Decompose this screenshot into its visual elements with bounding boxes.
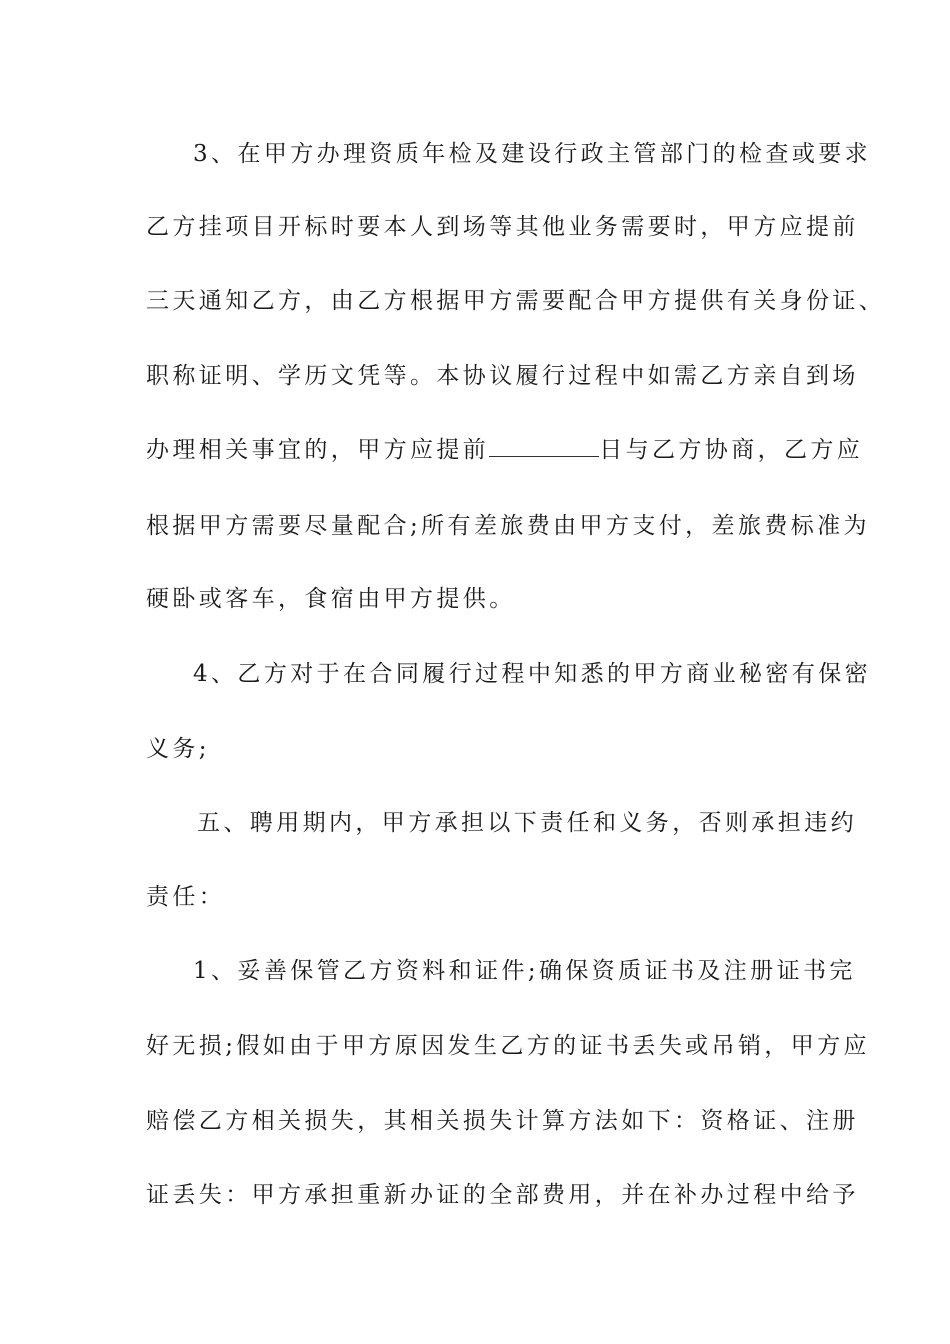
paragraph-4-line-2: 义务;	[146, 736, 210, 762]
section-5-heading-line-1: 五、聘用期内，甲方承担以下责任和义务，否则承担违约	[197, 810, 857, 836]
paragraph-3-line-2: 乙方挂项目开标时要本人到场等其他业务需要时，甲方应提前	[146, 214, 859, 240]
paragraph-3-line-3: 三天通知乙方，由乙方根据甲方需要配合甲方提供有关身份证、	[146, 288, 886, 314]
paragraph-3-line-4: 职称证明、学历文凭等。本协议履行过程中如需乙方亲自到场	[146, 363, 859, 389]
fill-in-blank-days	[489, 436, 599, 457]
paragraph-3-line-6: 根据甲方需要尽量配合;所有差旅费由甲方支付，差旅费标准为	[146, 513, 870, 539]
line-5-text-before-blank: 办理相关事宜的，甲方应提前	[146, 437, 490, 463]
paragraph-4-line-1: 4、乙方对于在合同履行过程中知悉的甲方商业秘密有保密	[193, 661, 872, 687]
line-5-text-after-blank: 日与乙方协商，乙方应	[599, 437, 864, 463]
section-5-item-1-line-3: 赔偿乙方相关损失，其相关损失计算方法如下：资格证、注册	[146, 1108, 859, 1134]
section-5-item-1-line-4: 证丢失：甲方承担重新办证的全部费用，并在补办过程中给予	[146, 1182, 859, 1208]
section-5-heading-line-2: 责任：	[146, 884, 226, 910]
section-5-item-1-line-2: 好无损;假如由于甲方原因发生乙方的证书丢失或吊销，甲方应	[146, 1033, 870, 1059]
paragraph-3-line-7: 硬卧或客车，食宿由甲方提供。	[146, 586, 516, 612]
paragraph-3-line-1: 3、在甲方办理资质年检及建设行政主管部门的检查或要求	[193, 141, 872, 167]
section-5-item-1-line-1: 1、妥善保管乙方资料和证件;确保资质证书及注册证书完	[193, 958, 856, 984]
paragraph-3-line-5	[146, 435, 863, 465]
